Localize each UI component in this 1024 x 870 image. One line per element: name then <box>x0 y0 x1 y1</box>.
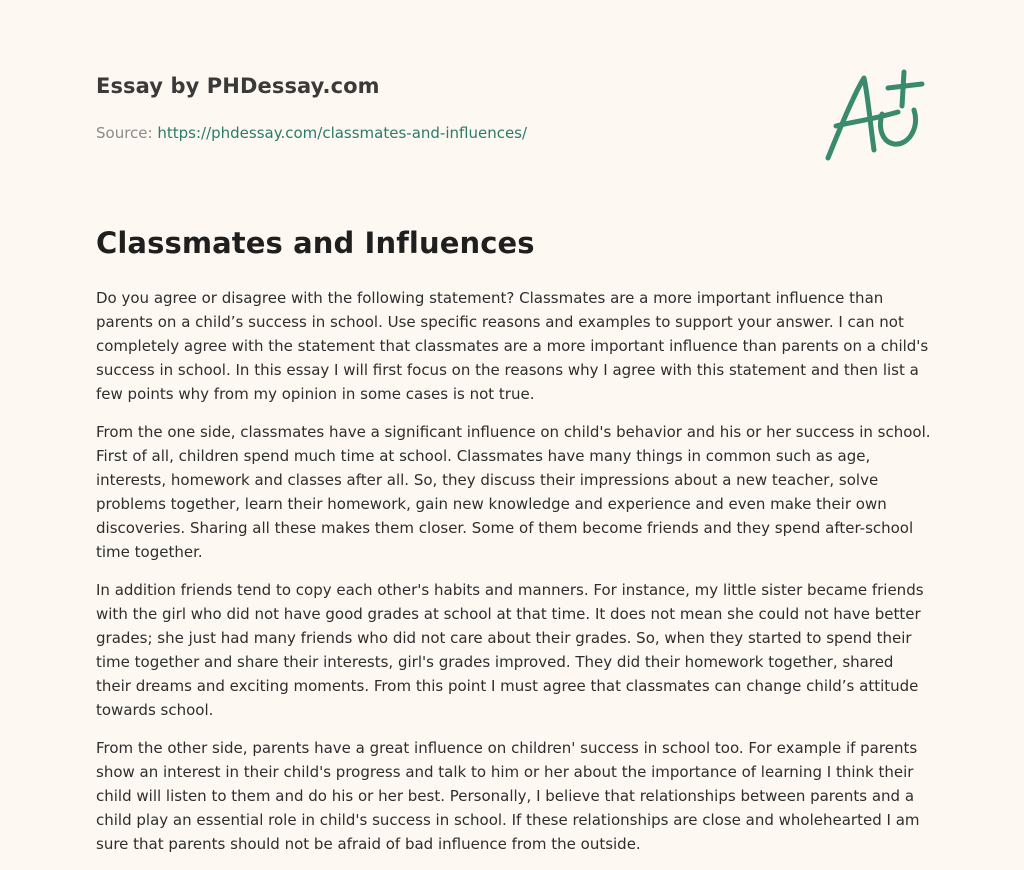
essay-title: Classmates and Influences <box>96 226 535 260</box>
essay-body <box>96 286 932 870</box>
source-label: Source: <box>96 124 153 142</box>
brand-title: Essay by PHDessay.com <box>96 74 380 98</box>
essay-paragraph: Do you agree or disagree with the following statement? Classmates are a more important influence than parents on a child’s success in school. Use specific reasons and examples to support your answer. I can not completely agree with the statement that classmates are a more important influence than parents on a child's success in school. In this essay I will first focus on the reasons why I agree with this statement and then list a few points why from my opinion in some cases is not true. <box>96 289 929 403</box>
essay-paragraph: From the other side, parents have a great influence on children' success in school too. For example if parents show an interest in their child's progress and talk to him or her about the importance of learning I think their child will listen to them and do his or her best. Personally, I believe that relationships between parents and a child play an essential role in child's success in school. If these relationships are close and wholehearted I am sure that parents should not be afraid of bad influence from the outside. <box>96 739 920 853</box>
source-line <box>96 124 527 142</box>
a-plus-logo-icon <box>818 66 930 166</box>
source-link[interactable]: https://phdessay.com/classmates-and-influences/ <box>157 124 528 142</box>
essay-paragraph: From the one side, classmates have a significant influence on child's behavior and his or her success in school. First of all, children spend much time at school. Classmates have many things in common such as age, interests, homework and classes after all. So, they discuss their impressions about a new teacher, solve problems together, learn their homework, gain new knowledge and experience and even make their own discoveries. Sharing all these makes them closer. Some of them become friends and they spend after-school time together. <box>96 423 931 561</box>
essay-paragraph: In addition friends tend to copy each other's habits and manners. For instance, my little sister became friends with the girl who did not have good grades at school at that time. It does not mean she could not have better grades; she just had many friends who did not care about their grades. So, when they started to spend their time together and share their interests, girl's grades improved. They did their homework together, shared their dreams and exciting moments. From this point I must agree that classmates can change child’s attitude towards school. <box>96 581 924 719</box>
site-header <box>96 74 796 98</box>
